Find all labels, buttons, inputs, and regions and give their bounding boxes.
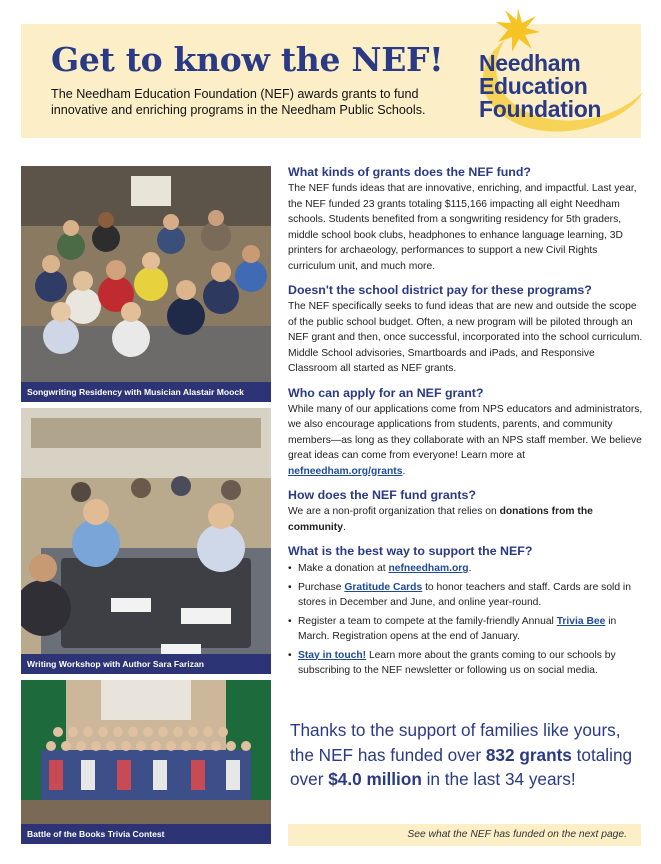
support-list [288, 561, 643, 679]
header-banner [21, 24, 641, 138]
total-amount: $4.0 million [328, 769, 422, 789]
stay-in-touch-link[interactable]: Stay in touch! [298, 649, 367, 661]
logo-line-1: Needham [479, 50, 581, 76]
donation-link[interactable]: nefneedham.org [388, 563, 469, 574]
answer-text-end: . [342, 521, 346, 533]
trivia-bee-link[interactable]: Trivia Bee [556, 615, 606, 627]
answer-text [288, 402, 643, 480]
grants-count: 832 grants [485, 744, 572, 765]
question-heading: Doesn't the school district pay for these programs? [288, 283, 592, 297]
photo-caption: Songwriting Residency with Musician Alastair Moock [21, 382, 271, 402]
question-heading: How does the NEF fund grants? [288, 488, 476, 502]
faq-section [288, 164, 643, 682]
answer-text: The NEF specifically seeks to fund ideas that are new and outside the scope of the public school budget. Often, a new program will be piloted through an NEF grant and then, once successful, incorporated into the school curriculum. Middle School advisories, Smartboards and iPads, and Responsive Classroom all started as NEF grants. [288, 301, 643, 374]
photo-caption: Battle of the Books Trivia Contest [21, 824, 271, 844]
footer-note: See what the NEF has funded on the next page. [288, 824, 641, 846]
auditorium-group-photo-icon [21, 680, 271, 844]
list-item [288, 561, 643, 577]
thanks-text: totaling over [290, 744, 633, 789]
question-heading: What is the best way to support the NEF? [288, 544, 533, 558]
classroom-group-photo-icon [21, 166, 271, 402]
list-item [288, 614, 643, 645]
photo-songwriting-residency [21, 166, 271, 402]
list-item-end: Learn more about the grants coming to our schools by subscribing to the NEF newsletter or following us on social media. [298, 649, 616, 676]
page-subtitle: The Needham Education Foundation (NEF) awards grants to fund innovative and enriching programs in the Needham Public Schools. [51, 87, 426, 117]
logo-line-2: Education [479, 73, 588, 99]
question-heading: What kinds of grants does the NEF fund? [288, 165, 531, 179]
list-item [288, 580, 643, 611]
answer-text [288, 504, 643, 535]
list-item-end: . [468, 563, 472, 574]
thanks-text: in the last 34 years! [421, 769, 576, 789]
answer-text-body: We are a non-profit organization that relies on [288, 506, 500, 517]
logo-line-3: Foundation [479, 96, 602, 122]
gratitude-cards-link[interactable]: Gratitude Cards [344, 581, 423, 593]
page-title: Get to know the NEF! [51, 40, 444, 79]
photo-writing-workshop [21, 408, 271, 674]
sun-icon [496, 8, 540, 52]
nef-logo [439, 8, 644, 138]
question-heading: Who can apply for an NEF grant? [288, 385, 484, 400]
answer-text-body: While many of our applications come from NPS educators and administrators, we also encourage applications from students, parents, and community members—as long as they collaborate with an NPS staff member. We believe great ideas can come from everyone! Learn more at [288, 403, 643, 461]
answer-text-bold: donations from the community [288, 506, 593, 533]
logo-wordmark [479, 52, 601, 121]
photo-caption: Writing Workshop with Author Sara Farizan [21, 654, 271, 674]
list-item [288, 648, 643, 679]
photo-battle-of-the-books [21, 680, 271, 844]
list-item-end: in March. Registration opens at the end of January. [298, 615, 617, 642]
grants-link[interactable]: nefneedham.org/grants [288, 465, 403, 477]
list-item-text: Make a donation at [298, 563, 389, 574]
answer-text-end: . [402, 465, 406, 477]
answer-text: The NEF funds ideas that are innovative, enriching, and impactful. Last year, the NEF funded 23 grants totaling $115,166 impacting all eight Needham schools. Students benefited from a songwriting residency for 5th graders, middle school book clubs, headphones to enhance language learning, 3D printers for archaeology, performances to support a new Civil Rights curriculum unit, and much more. [288, 183, 637, 272]
list-item-end: to honor teachers and staff. Cards are sold in stores in December and June, and online year-round. [298, 581, 631, 608]
classroom-workshop-photo-icon [21, 408, 271, 674]
list-item-text: Purchase [298, 581, 345, 593]
list-item-text: Register a team to compete at the family-friendly Annual [298, 615, 557, 627]
thanks-text: Thanks to the support of families like yours, the NEF has funded over [290, 720, 621, 765]
thanks-message [290, 718, 645, 792]
